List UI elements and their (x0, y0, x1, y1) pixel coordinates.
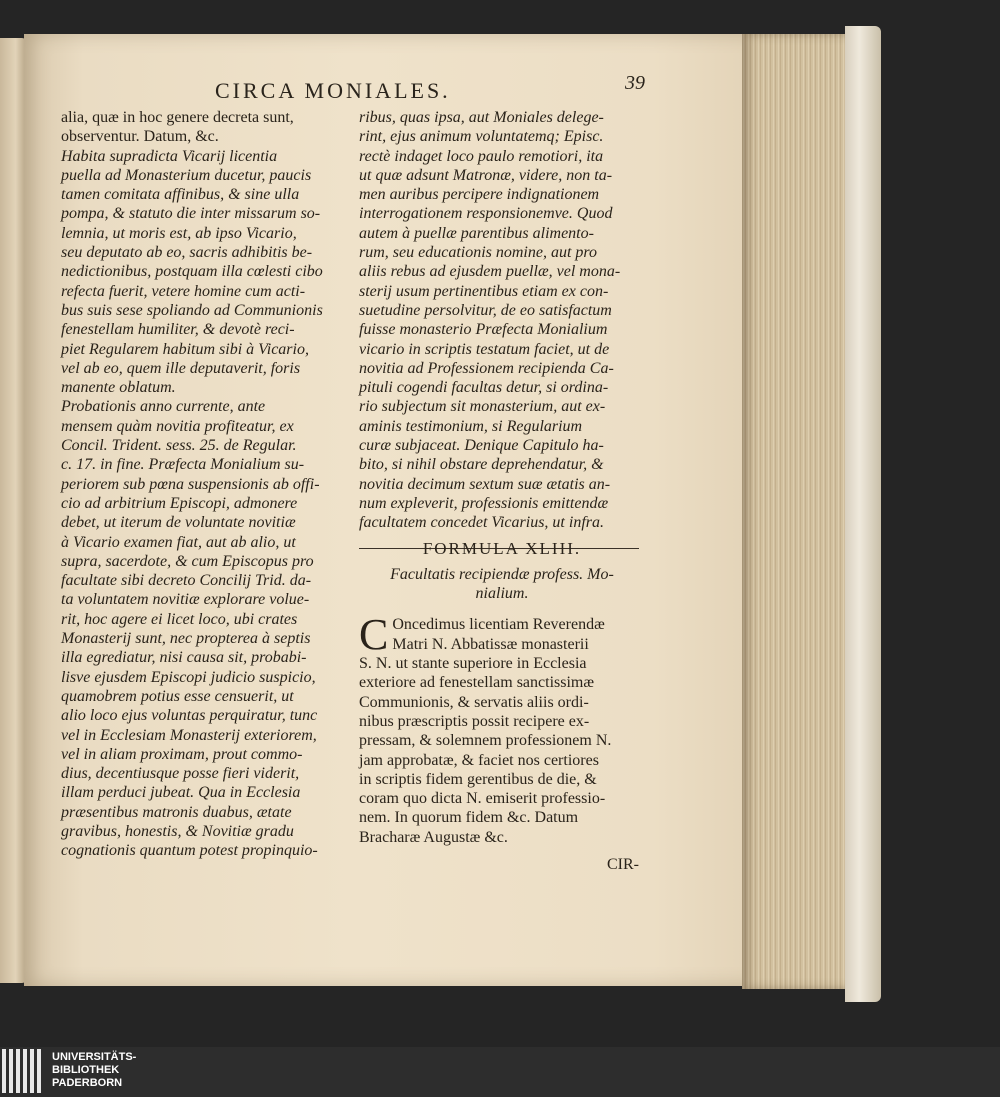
page-block-edges (742, 34, 852, 989)
text-line: præsentibus matronis duabus, ætate (61, 803, 292, 821)
text-line: curæ subjaceat. Denique Capitulo ha- (359, 437, 604, 455)
text-line: pompa, & statuto die inter missarum so- (61, 205, 321, 223)
text-line: ta voluntatem novitiæ explorare volue- (61, 591, 310, 609)
catchword: CIR- (607, 855, 639, 873)
formula-body-lines (359, 610, 645, 847)
text-line: seu deputato ab eo, sacris adhibitis be- (61, 244, 313, 262)
text-line: tamen comitata affinibus, & sine ulla (61, 186, 300, 204)
text-line: jam approbatæ, & faciet nos certiores (359, 751, 599, 769)
formula-body (359, 610, 645, 847)
text-line: men auribus percipere indignationem (359, 186, 600, 204)
text-line: nedictionibus, postquam illa cœlesti cibo (61, 263, 323, 281)
text-line: dius, decentiusque posse fieri viderit, (61, 765, 300, 783)
text-line: mensem quàm novitia profiteatur, ex (61, 417, 294, 435)
library-footer (0, 1047, 1000, 1097)
logo-line: UNIVERSITÄTS- (52, 1051, 137, 1063)
logo-line: PADERBORN (52, 1077, 123, 1089)
text-line: rectè indaget loco paulo remotiori, ita (359, 147, 604, 165)
text-line: interrogationem responsionemve. Quod (359, 205, 613, 223)
text-line: Oncedimus licentiam Reverendæ (392, 616, 605, 634)
text-line: vel in aliam proximam, prout commo- (61, 745, 303, 763)
text-line: pressam, & solemnem professionem N. (359, 732, 612, 750)
right-column-paragraph (359, 108, 645, 533)
text-line: lisve ejusdem Episcopi judicio suspicio, (61, 668, 316, 686)
book-cover-edge (845, 26, 881, 1002)
library-logo-text (52, 1051, 136, 1090)
text-line: rint, ejus animum voluntatemq; Episc. (359, 128, 604, 146)
text-line: fuisse monasterio Præfecta Monialium (359, 321, 608, 339)
text-line: bito, si nihil obstare deprehendatur, & (359, 456, 604, 474)
text-line: ut quæ adsunt Matronæ, videre, non ta- (359, 166, 613, 184)
text-line: Monasterij sunt, nec propterea à septis (61, 630, 311, 648)
text-line: supra, sacerdote, & cum Episcopus pro (61, 552, 314, 570)
text-line: manente oblatum. (61, 379, 176, 397)
facing-page-edge (0, 38, 26, 983)
text-line: c. 17. in fine. Præfecta Monialium su- (61, 456, 305, 474)
text-line: refecta fuerit, vetere homine cum acti- (61, 282, 306, 300)
text-line: facultatem concedet Vicarius, ut infra. (359, 514, 604, 532)
text-line: periorem sub pœna suspensionis ab offi- (61, 475, 320, 493)
text-line: exteriore ad fenestellam sanctissimæ (359, 674, 595, 692)
text-line: piet Regularem habitum sibi à Vicario, (61, 340, 309, 358)
text-line: fenestellam humiliter, & devotè reci- (61, 321, 295, 339)
text-line: observentur. Datum, &c. (61, 128, 219, 146)
text-line: Probationis anno currente, ante (61, 398, 266, 416)
text-line: S. N. ut stante superiore in Ecclesia (359, 655, 587, 673)
text-line: suetudine persolvitur, de eo satisfactum (359, 301, 612, 319)
text-line: aliis rebus ad ejusdem puellæ, vel mona- (359, 263, 621, 281)
text-line: Communionis, & servatis aliis ordi- (359, 693, 589, 711)
text-line: in scriptis fidem gerentibus de die, & (359, 770, 597, 788)
logo-line: BIBLIOTHEK (52, 1064, 120, 1076)
text-line: novitia decimum sextum suæ ætatis an- (359, 475, 611, 493)
text-line: à Vicario examen fiat, aut ab alio, ut (61, 533, 296, 551)
formula-subtitle-line: Facultatis recipiendæ profess. Mo- (390, 565, 614, 583)
text-line: vicario in scriptis testatum faciet, ut de (359, 340, 610, 358)
text-line: nibus præscriptis possit recipere ex- (359, 712, 590, 730)
left-text-column (61, 108, 351, 861)
text-line: debet, ut iterum de voluntate novitiæ (61, 514, 296, 532)
text-line: puella ad Monasterium ducetur, paucis (61, 166, 312, 184)
text-line: illa egrediatur, nisi causa sit, probabi- (61, 649, 307, 667)
text-line: novitia ad Professionem recipienda Ca- (359, 359, 614, 377)
text-line: facultate sibi decreto Concilij Trid. da- (61, 572, 312, 590)
text-line: gravibus, honestis, & Novitiæ gradu (61, 822, 294, 840)
text-line: coram quo dicta N. emiserit professio- (359, 790, 606, 808)
text-line: pituli cogendi facultas detur, si ordina- (359, 379, 609, 397)
text-line: aminis testimonium, si Regularium (359, 417, 583, 435)
text-line: sterij usum pertinentibus etiam ex con- (359, 282, 609, 300)
text-line: ribus, quas ipsa, aut Moniales delege- (359, 109, 604, 126)
text-line: nem. In quorum fidem &c. Datum (359, 809, 579, 827)
text-line: autem à puellæ parentibus alimento- (359, 224, 594, 242)
text-line: Matri N. Abbatissæ monasterii (392, 635, 589, 653)
text-line: vel ab eo, quem ille deputaverit, foris (61, 359, 301, 377)
formula-subtitle-line: nialium. (475, 585, 529, 603)
text-line: bus suis sese spoliando ad Communionis (61, 301, 323, 319)
text-line: rum, seu educationis nomine, aut pro (359, 244, 598, 262)
library-logo-icon (2, 1049, 46, 1093)
text-line: rio subjectum sit monasterium, aut ex- (359, 398, 606, 416)
right-text-column (359, 108, 645, 874)
text-line: illam perduci jubeat. Qua in Ecclesia (61, 784, 301, 802)
formula-heading (359, 539, 645, 559)
text-line: rit, hoc agere ei licet loco, ubi crates (61, 610, 298, 628)
text-line: quamobrem potius esse censuerit, ut (61, 687, 294, 705)
header-title: CIRCA MONIALES. (215, 78, 451, 103)
formula-title: FORMULA XLIII. (422, 538, 582, 558)
text-line: lemnia, ut moris est, ab ipso Vicario, (61, 224, 297, 242)
text-line: alio loco ejus voluntas perquiratur, tunc (61, 707, 318, 725)
text-line: Habita supradicta Vicarij licentia (61, 147, 278, 165)
text-line: Bracharæ Augustæ &c. (359, 828, 508, 846)
drop-cap: C (359, 610, 389, 660)
text-line: num expleverit, professionis emittendæ (359, 494, 609, 512)
page-number: 39 (625, 72, 645, 94)
text-line: Concil. Trident. sess. 25. de Regular. (61, 437, 297, 455)
text-line: cio ad arbitrium Episcopi, admonere (61, 494, 298, 512)
text-line: vel in Ecclesiam Monasterij exteriorem, (61, 726, 317, 744)
text-line: cognationis quantum potest propinquio- (61, 842, 318, 860)
text-line: alia, quæ in hoc genere decreta sunt, (61, 109, 294, 126)
